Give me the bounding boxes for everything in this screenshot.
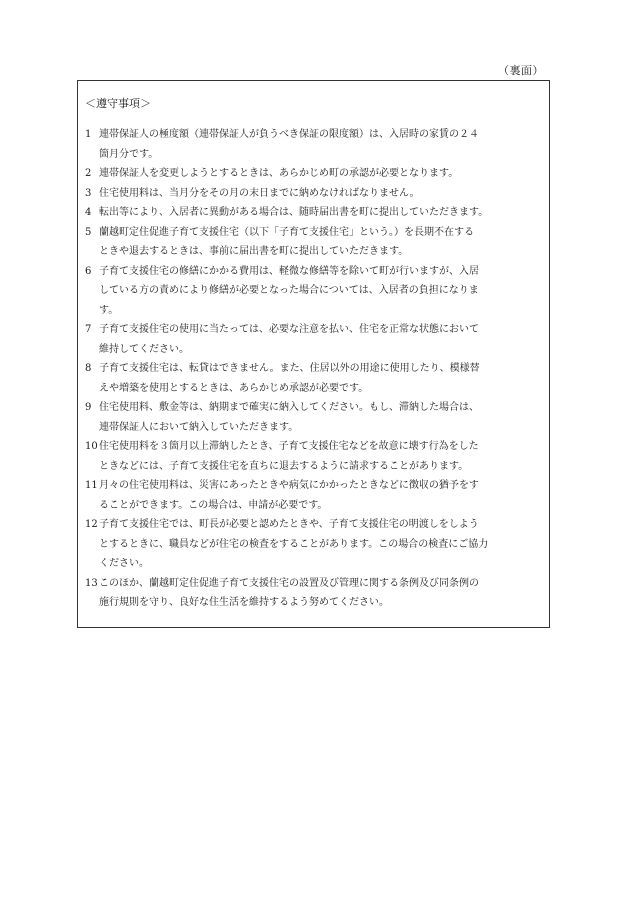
rule-text-line: 連帯保証人において納入していただきます。: [99, 421, 299, 433]
rule-number: 7: [85, 324, 92, 335]
rule-item-12: [85, 515, 545, 574]
rule-text-line: ください。: [99, 558, 149, 569]
rule-number: 11: [85, 480, 98, 491]
rule-text-line: えや増築を使用とするときは、あらかじめ承認が必要です。: [99, 382, 369, 394]
rule-text-line: 蘭越町定住促進子育て支援住宅（以下「子育て支援住宅」という。）を長期不在する: [99, 226, 474, 238]
rule-number: 3: [85, 187, 92, 199]
rule-text-line: 子育て支援住宅の修繕にかかる費用は、軽微な修繕等を除いて町が行いますが、入居: [99, 265, 479, 277]
rule-item-1: [85, 125, 545, 164]
rule-text-line: 子育て支援住宅は、転貸はできません。また、住居以外の用途に使用したり、模様替: [99, 363, 480, 374]
rule-item-8: [85, 359, 545, 398]
rule-text-line: している方の責めにより修繕が必要となった場合については、入居者の負担になりま: [99, 285, 479, 296]
rule-text-line: とするときに、職員などが住宅の検査をすることがあります。この場合の検査にご協力: [99, 538, 489, 550]
rule-number: 9: [85, 402, 92, 413]
rule-item-6: [85, 262, 545, 321]
rule-item-5: [85, 223, 545, 262]
rule-text-line: 連帯保証人を変更しようとするときは、あらかじめ町の承認が必要となります。: [99, 168, 459, 179]
rule-item-4: [85, 203, 545, 223]
rule-text-line: 月々の住宅使用料は、災害にあったときや病気にかかったときなどに徴収の猶予をす: [99, 480, 479, 491]
page-side-label: （裏面）: [498, 64, 544, 77]
rule-number: 10: [85, 441, 98, 452]
rule-number: 12: [85, 519, 98, 530]
rule-number: 6: [85, 265, 92, 277]
rule-item-3: [85, 184, 545, 204]
rule-item-10: [85, 437, 545, 476]
rule-item-9: [85, 398, 545, 437]
rule-text-line: ることができます。この場合は、申請が必要です。: [99, 499, 328, 511]
rule-item-13: [85, 574, 545, 613]
rule-number: 2: [85, 168, 92, 179]
rule-text-line: 施行規則を守り、良好な住生活を維持するよう努めてください。: [99, 597, 389, 608]
rule-text-line: 転出等により、入居者に異動がある場合は、随時届出書を町に提出していただきます。: [99, 207, 489, 218]
rule-number: 13: [85, 577, 98, 589]
rule-text-line: 子育て支援住宅では、町長が必要と認めたときや、子育て支援住宅の明渡しをしよう: [99, 519, 479, 530]
rule-number: 8: [85, 363, 92, 374]
rule-item-2: [85, 164, 545, 184]
rule-text-line: 住宅使用料を３箇月以上滞納したとき、子育て支援住宅などを故意に壊す行為をした: [99, 441, 479, 452]
rule-text-line: 住宅使用料は、当月分をその月の末日までに納めなければなりません。: [99, 187, 420, 199]
rule-text-line: 維持してください。: [99, 343, 189, 355]
rule-text-line: す。: [99, 304, 119, 316]
rule-text-line: 箇月分です。: [99, 148, 159, 160]
rule-text-line: ときや退去するときは、事前に届出書を町に提出していただきます。: [99, 246, 409, 257]
section-heading: ＜遵守事項＞: [85, 97, 151, 110]
rule-text-line: このほか、蘭越町定住促進子育て支援住宅の設置及び管理に関する条例及び同条例の: [99, 577, 479, 589]
compliance-rules-box: [77, 80, 550, 628]
rule-number: 1: [85, 129, 92, 140]
rules-list: [85, 125, 545, 613]
rule-text-line: 住宅使用料、敷金等は、納期まで確実に納入してください。もし、滞納した場合は、: [99, 402, 479, 413]
rule-item-11: [85, 476, 545, 515]
rule-item-7: [85, 320, 545, 359]
rule-number: 4: [85, 207, 92, 218]
rule-text-line: ときなどには、子育て支援住宅を直ちに退去するように請求することがあります。: [99, 460, 469, 472]
rule-text-line: 連帯保証人の極度額（連帯保証人が負うべき保証の限度額）は、入居時の家賃の２４: [99, 129, 479, 140]
rule-text-line: 子育て支援住宅の使用に当たっては、必要な注意を払い、住宅を正常な状態において: [99, 324, 479, 335]
rule-number: 5: [85, 226, 92, 238]
